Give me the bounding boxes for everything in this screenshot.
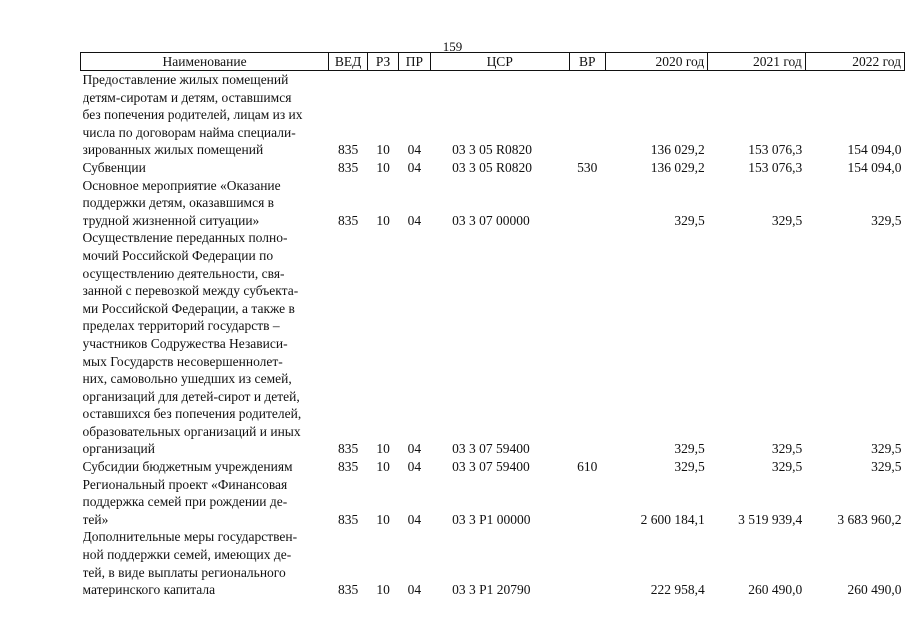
name-line: поддержка семей при рождении де-: [82, 494, 288, 510]
cell-name: [81, 229, 329, 458]
name-line: Основное мероприятие «Оказание: [82, 177, 281, 193]
table-row: [81, 177, 905, 230]
name-line: Субвенции: [82, 159, 146, 175]
header-vr: ВР: [569, 53, 605, 71]
cell-2020: 329,5: [674, 459, 705, 475]
cell-2021: 260 490,0: [748, 582, 803, 598]
header-pr: ПР: [399, 53, 431, 71]
cell-ved: 835: [337, 582, 359, 598]
cell-vr: 530: [577, 159, 598, 175]
cell-pr: 04: [407, 441, 422, 457]
cell-2021: 329,5: [771, 459, 803, 475]
cell-name: [81, 71, 329, 159]
name-line: пределах территорий государств –: [82, 318, 280, 334]
cell-2020: 329,5: [674, 212, 705, 228]
cell-ved: 835: [337, 212, 359, 228]
cell-vr: [569, 71, 605, 159]
cell-2020: 2 600 184,1: [640, 511, 705, 527]
name-line: тей»: [82, 511, 109, 527]
header-ved: ВЕД: [329, 53, 368, 71]
cell-name: [81, 528, 329, 598]
cell-2022: 3 683 960,2: [837, 511, 902, 527]
cell-csr: 03 3 P1 20790: [452, 582, 531, 598]
cell-ved: 835: [337, 142, 359, 158]
table-row: [81, 476, 905, 529]
table-body: [81, 71, 905, 599]
cell-vr: [569, 229, 605, 458]
name-line: занной с перевозкой между субъекта-: [82, 283, 299, 299]
cell-pr: 04: [407, 511, 422, 527]
name-line: Осуществление переданных полно-: [82, 230, 288, 246]
cell-rz: 10: [376, 459, 390, 475]
cell-ved: 835: [337, 159, 359, 175]
table-header-row: [81, 53, 905, 71]
cell-2022: 154 094,0: [847, 142, 902, 158]
cell-csr: 03 3 07 59400: [452, 459, 530, 475]
cell-rz: 10: [376, 511, 390, 527]
name-line: материнского капитала: [82, 582, 216, 598]
cell-name: [81, 458, 329, 476]
cell-name: [81, 159, 329, 177]
cell-csr: 03 3 07 00000: [452, 212, 530, 228]
name-line: Региональный проект «Финансовая: [82, 476, 288, 492]
cell-rz: 10: [376, 142, 390, 158]
cell-rz: 10: [376, 159, 390, 175]
cell-name: [81, 476, 329, 529]
header-csr: ЦСР: [430, 53, 569, 71]
name-line: Субсидии бюджетным учреждениям: [82, 459, 293, 475]
name-line: зированных жилых помещений: [82, 142, 264, 158]
name-line: мых Государств несовершеннолет-: [82, 353, 283, 369]
name-line: организаций для детей-сирот и детей,: [82, 388, 300, 404]
cell-2022: 260 490,0: [847, 582, 902, 598]
cell-csr: 03 3 05 R0820: [452, 159, 533, 175]
name-line: ной поддержки семей, имеющих де-: [82, 547, 292, 563]
cell-2021: 329,5: [771, 441, 803, 457]
header-2020: 2020 год: [605, 53, 707, 71]
header-2021: 2021 год: [708, 53, 806, 71]
budget-table: [80, 52, 905, 599]
page-number: 159: [442, 39, 463, 54]
cell-2021: 3 519 939,4: [738, 511, 803, 527]
cell-pr: 04: [407, 212, 422, 228]
name-line: оставшихся без попечения родителей,: [82, 406, 302, 422]
cell-pr: 04: [407, 159, 422, 175]
cell-rz: 10: [376, 212, 390, 228]
cell-csr: 03 3 07 59400: [452, 441, 530, 457]
header-2022: 2022 год: [805, 53, 904, 71]
name-line: Предоставление жилых помещений: [82, 72, 289, 87]
cell-2022: 329,5: [871, 459, 902, 475]
cell-rz: 10: [376, 441, 390, 457]
cell-pr: 04: [407, 142, 422, 158]
cell-ved: 835: [337, 441, 359, 457]
name-line: тей, в виде выплаты регионального: [82, 564, 286, 580]
name-line: организаций: [82, 441, 155, 457]
table-row: [81, 229, 905, 458]
name-line: числа по договорам найма специали-: [82, 124, 296, 140]
cell-ved: 835: [337, 459, 359, 475]
name-line: поддержки детям, оказавшимся в: [82, 195, 275, 211]
name-line: детям-сиротам и детям, оставшимся: [82, 89, 292, 105]
cell-2021: 153 076,3: [748, 159, 803, 175]
cell-csr: 03 3 05 R0820: [452, 142, 533, 158]
cell-rz: 10: [376, 582, 390, 598]
cell-vr: [569, 177, 605, 230]
name-line: трудной жизненной ситуации»: [82, 212, 260, 228]
name-line: без попечения родителей, лицам из их: [82, 107, 303, 123]
cell-2021: 153 076,3: [748, 142, 803, 158]
cell-name: [81, 177, 329, 230]
table-row: [81, 458, 905, 476]
cell-2020: 136 029,2: [650, 142, 705, 158]
cell-vr: 610: [577, 459, 598, 475]
cell-2022: 329,5: [871, 212, 902, 228]
cell-2020: 136 029,2: [650, 159, 705, 175]
cell-pr: 04: [407, 582, 422, 598]
table-row: [81, 159, 905, 177]
table-row: [81, 71, 905, 159]
name-line: ми Российской Федерации, а также в: [82, 300, 295, 316]
cell-vr: [569, 528, 605, 598]
cell-2020: 222 958,4: [650, 582, 705, 598]
name-line: образовательных организаций и иных: [82, 423, 301, 439]
cell-pr: 04: [407, 459, 422, 475]
name-line: них, самовольно ушедших из семей,: [82, 371, 292, 387]
cell-2020: 329,5: [674, 441, 705, 457]
name-line: осуществлению деятельности, свя-: [82, 265, 285, 281]
cell-2022: 329,5: [871, 441, 902, 457]
cell-2021: 329,5: [771, 212, 803, 228]
cell-ved: 835: [337, 511, 359, 527]
cell-2022: 154 094,0: [847, 159, 902, 175]
name-line: участников Содружества Независи-: [82, 335, 288, 351]
cell-vr: [569, 476, 605, 529]
name-line: Дополнительные меры государствен-: [82, 529, 298, 545]
name-line: мочий Российской Федерации по: [82, 247, 274, 263]
header-rz: РЗ: [368, 53, 399, 71]
cell-csr: 03 3 P1 00000: [452, 511, 531, 527]
header-name: Наименование: [81, 53, 329, 71]
table-row: [81, 528, 905, 598]
